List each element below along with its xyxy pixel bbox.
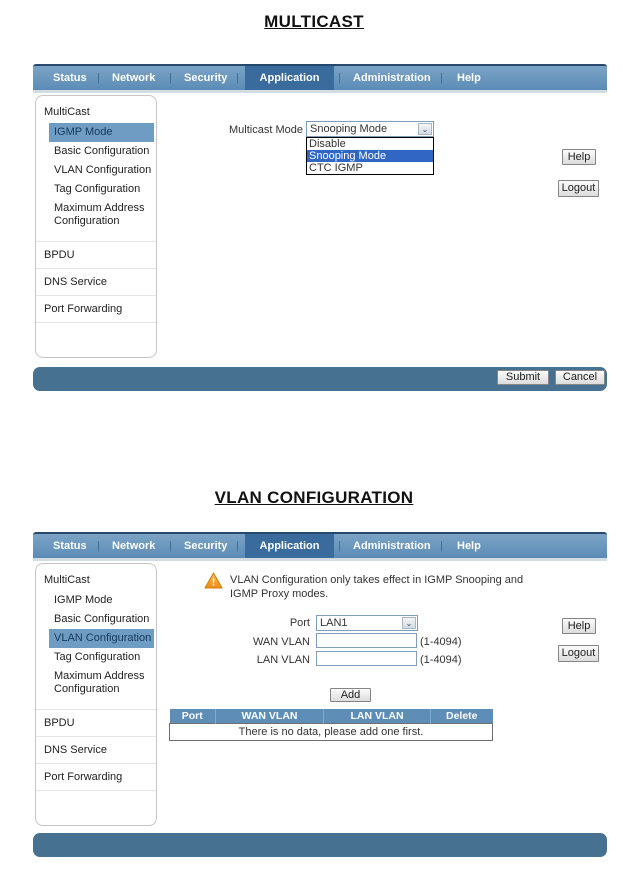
nav-tab-network[interactable]: Network bbox=[112, 72, 156, 84]
nav-tab-help[interactable]: Help bbox=[457, 540, 481, 552]
table-empty-message: There is no data, please add one first. bbox=[170, 724, 493, 741]
warning-glyph: ! bbox=[211, 577, 216, 589]
vlan-configuration-screenshot-panel bbox=[0, 470, 628, 878]
sidebar-item-port-forwarding[interactable]: Port Forwarding bbox=[36, 764, 156, 791]
nav-separator: | bbox=[236, 72, 239, 84]
sidebar bbox=[35, 563, 157, 826]
dropdown-option-ctc-igmp[interactable]: CTC IGMP bbox=[309, 162, 363, 174]
nav-separator: | bbox=[97, 540, 100, 552]
sidebar-item-dns-service[interactable]: DNS Service bbox=[36, 737, 156, 764]
bottom-action-bar bbox=[33, 833, 607, 857]
sidebar-item-bpdu[interactable]: BPDU bbox=[36, 242, 156, 269]
chevron-down-icon[interactable]: ⌄ bbox=[418, 123, 432, 135]
port-label: Port bbox=[289, 617, 310, 629]
nav-tab-security[interactable]: Security bbox=[184, 72, 228, 84]
sidebar-item-tag-configuration[interactable]: Tag Configuration bbox=[54, 183, 141, 195]
cancel-button[interactable]: Cancel bbox=[555, 370, 605, 385]
port-selected-value: LAN1 bbox=[320, 617, 348, 629]
help-button[interactable]: Help bbox=[562, 618, 596, 634]
table-header-lan-vlan: LAN VLAN bbox=[324, 709, 431, 724]
sidebar-item-basic-configuration[interactable]: Basic Configuration bbox=[54, 145, 150, 157]
sidebar bbox=[35, 95, 157, 358]
sidebar-item-igmp-mode[interactable]: IGMP Mode bbox=[54, 594, 113, 606]
nav-tab-security[interactable]: Security bbox=[184, 540, 228, 552]
lan-vlan-label: LAN VLAN bbox=[256, 654, 310, 666]
nav-tab-application[interactable]: Application bbox=[245, 534, 334, 558]
nav-tab-status[interactable]: Status bbox=[53, 540, 87, 552]
wan-vlan-input[interactable] bbox=[316, 633, 417, 648]
nav-tab-status[interactable]: Status bbox=[53, 72, 87, 84]
nav-separator: | bbox=[338, 540, 341, 552]
port-select[interactable] bbox=[316, 615, 418, 631]
chevron-down-icon[interactable]: ⌄ bbox=[402, 617, 416, 629]
dropdown-option-disable[interactable]: Disable bbox=[309, 138, 346, 150]
logout-button[interactable]: Logout bbox=[558, 180, 599, 197]
table-row bbox=[170, 724, 493, 741]
sidebar-item-bpdu[interactable]: BPDU bbox=[36, 710, 156, 737]
sidebar-item-vlan-configuration[interactable]: VLAN Configuration bbox=[49, 629, 154, 648]
sidebar-item-maximum-address-configuration[interactable]: Maximum Address Configuration bbox=[54, 202, 145, 227]
nav-separator: | bbox=[338, 72, 341, 84]
nav-tab-network[interactable]: Network bbox=[112, 540, 156, 552]
main-nav bbox=[33, 64, 607, 93]
submit-button[interactable]: Submit bbox=[497, 370, 549, 385]
nav-tab-administration[interactable]: Administration bbox=[353, 540, 431, 552]
multicast-mode-dropdown-list bbox=[306, 137, 434, 175]
nav-separator: | bbox=[97, 72, 100, 84]
page-title: VLAN CONFIGURATION bbox=[214, 488, 414, 507]
sidebar-item-port-forwarding[interactable]: Port Forwarding bbox=[36, 296, 156, 323]
multicast-mode-label: Multicast Mode bbox=[229, 124, 303, 136]
table-header-delete: Delete bbox=[431, 709, 493, 724]
sidebar-item-basic-configuration[interactable]: Basic Configuration bbox=[54, 613, 150, 625]
nav-tab-help[interactable]: Help bbox=[457, 72, 481, 84]
sidebar-item-igmp-mode[interactable]: IGMP Mode bbox=[49, 123, 154, 142]
nav-separator: | bbox=[440, 72, 443, 84]
help-button[interactable]: Help bbox=[562, 149, 596, 165]
nav-separator: | bbox=[169, 72, 172, 84]
table-header-wan-vlan: WAN VLAN bbox=[216, 709, 324, 724]
lan-vlan-input[interactable] bbox=[316, 651, 417, 666]
table-header-port: Port bbox=[170, 709, 216, 724]
main-nav bbox=[33, 532, 607, 561]
sidebar-item-multicast[interactable]: MultiCast bbox=[44, 574, 90, 586]
add-button[interactable]: Add bbox=[330, 688, 371, 702]
sidebar-group-multicast bbox=[36, 564, 156, 710]
nav-separator: | bbox=[236, 540, 239, 552]
wan-vlan-range-hint: (1-4094) bbox=[420, 636, 462, 648]
dropdown-option-snooping-mode[interactable]: Snooping Mode bbox=[307, 150, 433, 162]
sidebar-item-dns-service[interactable]: DNS Service bbox=[36, 269, 156, 296]
logout-button[interactable]: Logout bbox=[558, 645, 599, 662]
table-header-row bbox=[170, 709, 493, 724]
nav-separator: | bbox=[440, 540, 443, 552]
vlan-table bbox=[169, 709, 493, 741]
sidebar-item-vlan-configuration[interactable]: VLAN Configuration bbox=[54, 164, 152, 176]
nav-tab-application[interactable]: Application bbox=[245, 66, 334, 90]
sidebar-item-multicast[interactable]: MultiCast bbox=[44, 106, 90, 118]
warning-text: VLAN Configuration only takes effect in IGMP Snooping and IGMP Proxy modes. bbox=[230, 574, 524, 600]
nav-separator: | bbox=[169, 540, 172, 552]
multicast-mode-selected-value: Snooping Mode bbox=[310, 123, 388, 135]
warning-icon bbox=[204, 572, 223, 589]
sidebar-item-maximum-address-configuration[interactable]: Maximum Address Configuration bbox=[54, 670, 145, 695]
multicast-mode-select[interactable] bbox=[306, 121, 434, 137]
sidebar-group-multicast bbox=[36, 96, 156, 242]
page-title: MULTICAST bbox=[264, 12, 364, 31]
nav-tab-administration[interactable]: Administration bbox=[353, 72, 431, 84]
lan-vlan-range-hint: (1-4094) bbox=[420, 654, 462, 666]
wan-vlan-label: WAN VLAN bbox=[252, 636, 310, 648]
sidebar-item-tag-configuration[interactable]: Tag Configuration bbox=[54, 651, 141, 663]
